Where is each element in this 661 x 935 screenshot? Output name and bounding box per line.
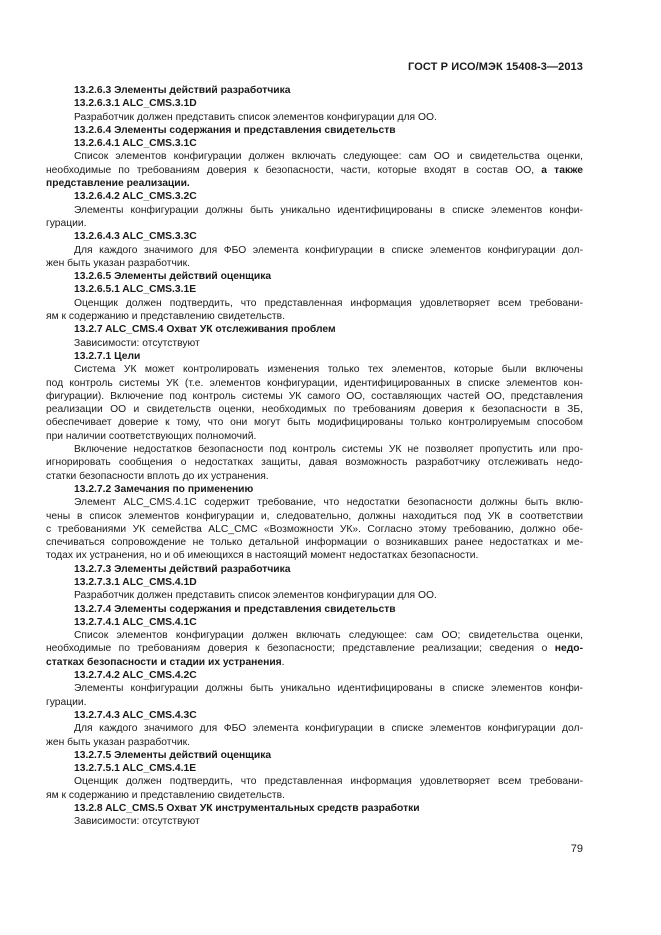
element-id: 13.2.7.4.1 ALC_CMS.4.1C [74, 616, 197, 628]
paragraph-line: гурации. [46, 217, 87, 229]
section-heading: 13.2.7.2 Замечания по применению [74, 483, 254, 495]
document-body [46, 84, 583, 829]
paragraph-line: тодах их устранения, но и об имеющихся в настоящий момент недостатках безопасности. [46, 550, 479, 562]
paragraph-line: Система УК может контролировать изменения только тех элементов, которые были включены [74, 364, 583, 376]
paragraph-line: чены в список элементов конфигурации и, следовательно, должны находиться под УК в соответствии [46, 510, 583, 522]
paragraph-line [46, 642, 583, 655]
paragraph-line: Элементы конфигурации должны быть уникально идентифицированы в списке элементов конфи- [74, 683, 583, 695]
section-heading: 13.2.6.3 Элементы действий разработчика [74, 85, 291, 96]
paragraph-line: Оценщик должен подтвердить, что представленная информация удовлетворяет всем требовани- [74, 297, 583, 309]
element-id: 13.2.6.4.3 ALC_CMS.3.3C [74, 231, 197, 243]
paragraph-line: Элементы конфигурации должны быть уникально идентифицированы в списке элементов конфи- [74, 204, 583, 216]
emphasis-text: а также [541, 164, 583, 176]
section-heading: 13.2.6.4 Элементы содержания и представления свидетельств [74, 124, 396, 136]
paragraph-text: . [281, 656, 285, 668]
paragraph-line: игнорировать сообщения о недостатках защиты, давая возможность разработчику отслеживать недо- [46, 457, 583, 469]
paragraph-line: Разработчик должен представить список элементов конфигурации для ОО. [74, 111, 437, 123]
paragraph-line: жен быть указан разработчик. [46, 257, 190, 269]
paragraph-line: Элемент ALC_CMS.4.1C содержит требование, что недостатки безопасности должны быть вклю- [74, 497, 583, 509]
paragraph-line: с требованиями УК семейства ALC_CMC «Возможности УК». Согласно этому требованию, должно обе- [46, 523, 583, 535]
section-heading: 13.2.6.5 Элементы действий оценщика [74, 271, 272, 283]
paragraph-line: Список элементов конфигурации должен включать следующее: сам ОО; свидетельства оценки, [74, 630, 583, 642]
emphasis-text: недо- [554, 643, 583, 655]
paragraph-line: спечиваться сопровождение не только детальной информации о возникавших ранее недостатках и ме- [46, 537, 583, 549]
paragraph-line: при наличии соответствующих полномочий. [46, 430, 257, 442]
section-heading: 13.2.7.4 Элементы содержания и представления свидетельств [74, 603, 396, 615]
paragraph-line [46, 656, 583, 669]
element-id: 13.2.6.3.1 ALC_CMS.3.1D [74, 98, 197, 110]
paragraph-line: реализации ОО и свидетельств оценки, необходимых по требованиям доверия к безопасности в ЗБ, [46, 404, 583, 416]
section-heading: 13.2.7.1 Цели [74, 350, 141, 362]
section-heading: 13.2.7.3 Элементы действий разработчика [74, 563, 291, 575]
section-heading: 13.2.7.5 Элементы действий оценщика [74, 749, 272, 761]
paragraph-line: жен быть указан разработчик. [46, 736, 190, 748]
paragraph-line: Для каждого значимого для ФБО элемента конфигурации в списке элементов конфигурации дол- [74, 723, 583, 735]
paragraph-line: Разработчик должен представить список элементов конфигурации для ОО. [74, 590, 437, 602]
section-heading: 13.2.8 ALC_CMS.5 Охват УК инструментальных средств разработки [74, 803, 420, 815]
paragraph-text: необходимые по требованиям доверия к безопасности; представление реализации; сведения о [46, 643, 548, 655]
emphasis-text: представление реализации. [46, 178, 190, 190]
paragraph-line [46, 164, 583, 177]
dependencies-text: Зависимости: отсутствуют [74, 816, 200, 828]
element-id: 13.2.6.4.1 ALC_CMS.3.1C [74, 138, 197, 150]
element-id: 13.2.7.4.3 ALC_CMS.4.3C [74, 709, 197, 721]
paragraph-line: Оценщик должен подтвердить, что представленная информация удовлетворяет всем требовани- [74, 776, 583, 788]
paragraph-line: обеспечивает доверие к тому, что они могут быть модифицированы только контролируемым способом [46, 417, 583, 429]
paragraph-line: фигурации). Включение под контроль системы УК самого ОО, составляющих частей ОО, представления [46, 390, 583, 402]
paragraph-line: ям к содержанию и представлению свидетельств. [46, 789, 285, 801]
paragraph-line: ям к содержанию и представлению свидетельств. [46, 311, 285, 323]
paragraph-line: гурации. [46, 696, 87, 708]
element-id: 13.2.7.3.1 ALC_CMS.4.1D [74, 576, 197, 588]
element-id: 13.2.6.5.1 ALC_CMS.3.1E [74, 284, 197, 296]
paragraph-line: Для каждого значимого для ФБО элемента конфигурации в списке элементов конфигурации дол- [74, 244, 583, 256]
paragraph-line: Включение недостатков безопасности под контроль системы УК не позволяет пропустить или про- [74, 444, 583, 456]
section-heading: 13.2.7 ALC_CMS.4 Охват УК отслеживания проблем [74, 324, 336, 336]
page-number: 79 [570, 843, 583, 855]
emphasis-text: статках безопасности и стадии их устранения [46, 656, 282, 668]
paragraph-line: под контроль системы УК (т.е. элементов конфигурации, идентифицированных в списке элементов кон- [46, 377, 583, 389]
paragraph-line [46, 177, 583, 190]
element-id: 13.2.6.4.2 ALC_CMS.3.2C [74, 191, 197, 203]
dependencies-text: Зависимости: отсутствуют [74, 337, 200, 349]
paragraph-line: статки безопасности вплоть до их устранения. [46, 470, 269, 482]
paragraph-line: Список элементов конфигурации должен включать следующее: сам ОО и свидетельства оценки, [74, 151, 583, 163]
document-header: ГОСТ Р ИСО/МЭК 15408-3—2013 [408, 61, 583, 73]
element-id: 13.2.7.4.2 ALC_CMS.4.2C [74, 670, 197, 682]
element-id: 13.2.7.5.1 ALC_CMS.4.1E [74, 763, 197, 775]
paragraph-text: необходимые по требованиям доверия к безопасности, части, которые входят в состав ОО, [46, 164, 535, 176]
